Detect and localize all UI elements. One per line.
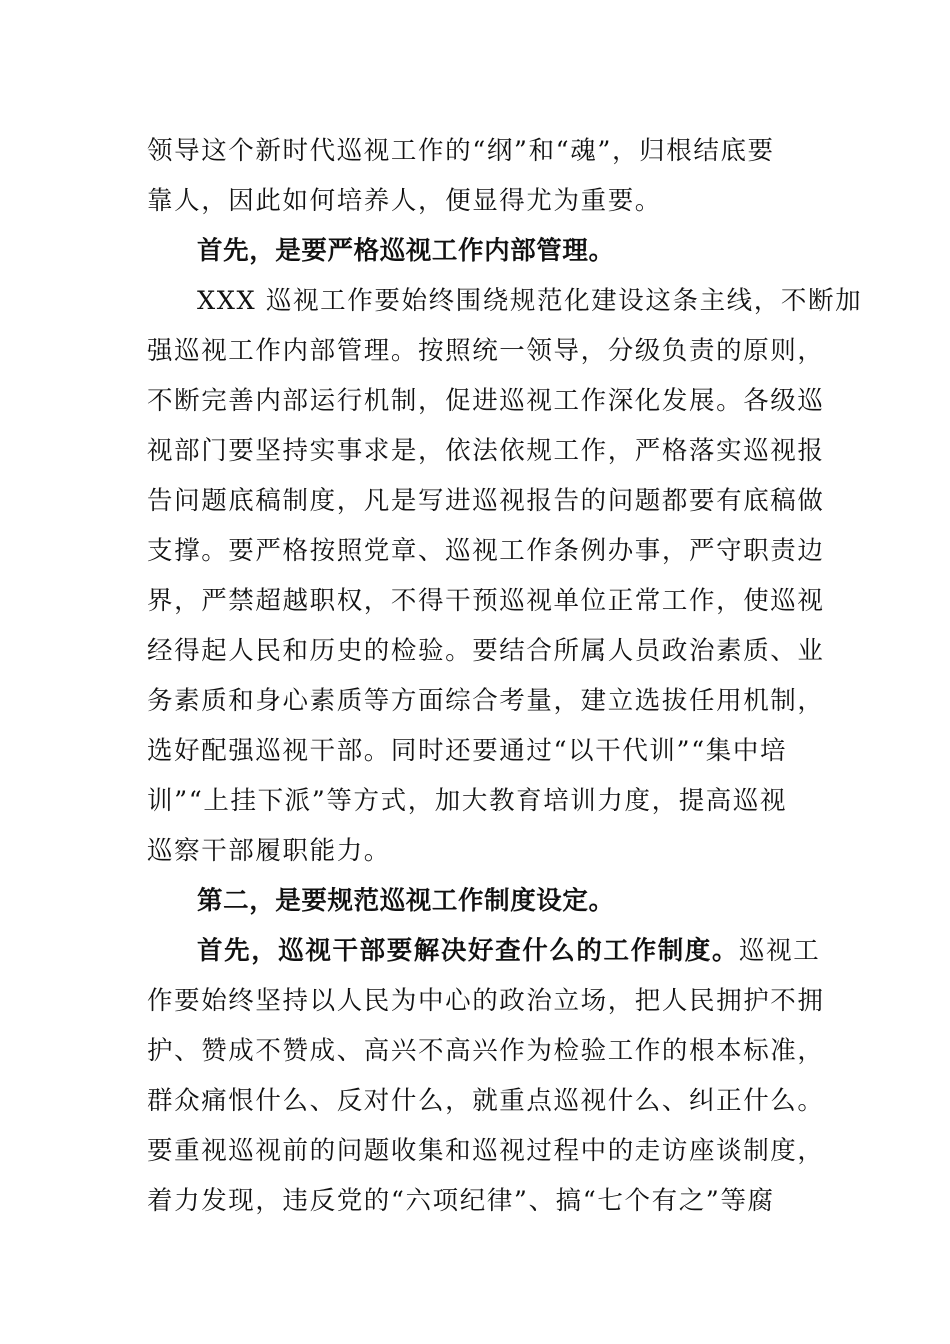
text-line: 领导这个新时代巡视工作的“纲”和“魂”，归根结底要: [147, 136, 775, 166]
text-line: 群众痛恨什么、反对什么，就重点巡视什么、纠正什么。: [147, 1086, 825, 1116]
text-line-continuation: 巡视工: [739, 936, 821, 966]
text-line: 告问题底稿制度，凡是写进巡视报告的问题都要有底稿做: [147, 486, 825, 516]
text-line: 靠人，因此如何培养人，便显得尤为重要。: [147, 186, 662, 216]
text-line: 着力发现，违反党的“六项纪律”、搞“七个有之”等腐: [147, 1186, 775, 1216]
text-line: 视部门要坚持实事求是，依法依规工作，严格落实巡视报: [147, 436, 825, 466]
text-line: 选好配强巡视干部。同时还要通过“以干代训”“集中培: [147, 736, 788, 766]
text-line: XXX 巡视工作要始终围绕规范化建设这条主线，不断加: [197, 286, 863, 316]
text-line: 作要始终坚持以人民为中心的政治立场，把人民拥护不拥: [147, 986, 825, 1016]
text-line: 不断完善内部运行机制，促进巡视工作深化发展。各级巡: [147, 386, 825, 416]
text-line: 护、赞成不赞成、高兴不高兴作为检验工作的根本标准，: [147, 1036, 825, 1066]
text-line: 支撑。要严格按照党章、巡视工作条例办事，严守职责边: [147, 536, 825, 566]
text-line: 经得起人民和历史的检验。要结合所属人员政治素质、业: [147, 636, 825, 666]
bold-lead-text: 首先，巡视干部要解决好查什么的工作制度。: [197, 936, 740, 966]
text-line: 界，严禁超越职权，不得干预巡视单位正常工作，使巡视: [147, 586, 825, 616]
section-heading: 第二，是要规范巡视工作制度设定。: [197, 886, 615, 916]
text-line: 训”“上挂下派”等方式，加大教育培训力度，提高巡视: [147, 786, 788, 816]
text-line: [197, 934, 820, 968]
text-line: 务素质和身心素质等方面综合考量，建立选拔任用机制，: [147, 686, 825, 716]
text-line: 要重视巡视前的问题收集和巡视过程中的走访座谈制度，: [147, 1136, 825, 1166]
text-line: 巡察干部履职能力。: [147, 836, 391, 866]
text-line: 强巡视工作内部管理。按照统一领导，分级负责的原则，: [147, 336, 825, 366]
section-heading: 首先，是要严格巡视工作内部管理。: [197, 236, 615, 266]
